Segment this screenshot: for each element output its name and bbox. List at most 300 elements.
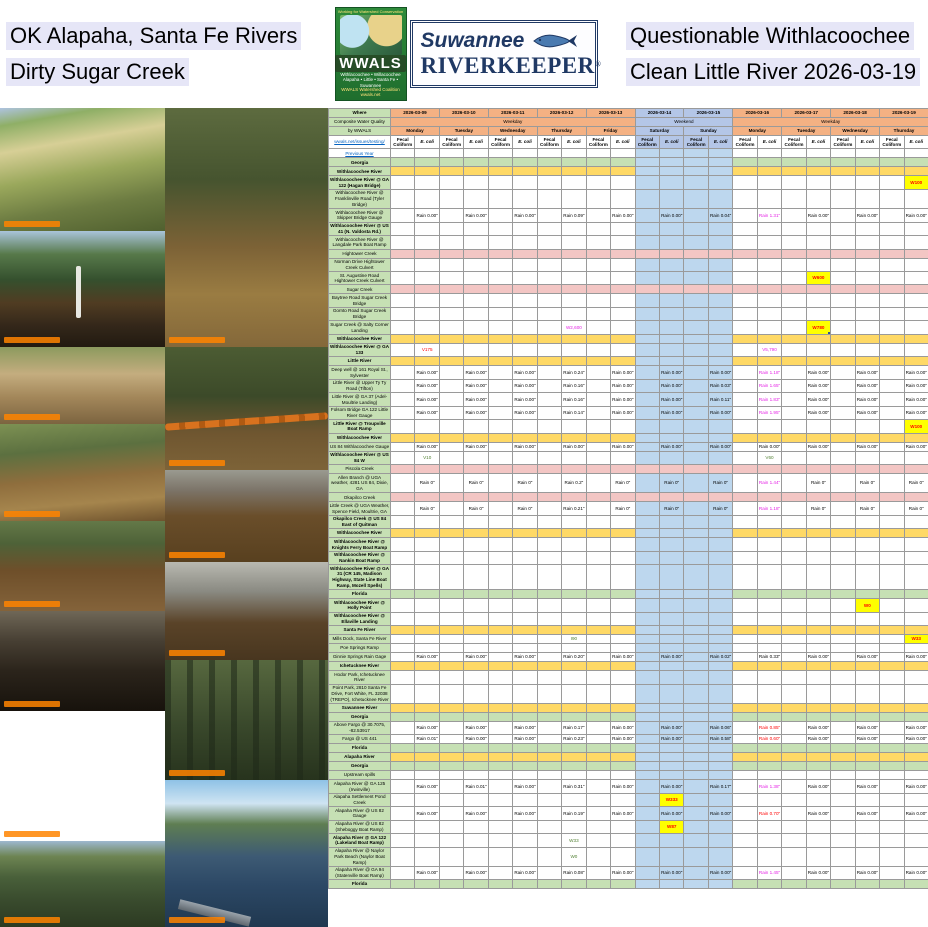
fecal-cell xyxy=(488,635,512,644)
fecal-cell xyxy=(586,565,610,590)
row-label: Little River @ Troupville Boat Ramp xyxy=(329,420,391,433)
ecoli-cell xyxy=(855,565,879,590)
ecoli-cell xyxy=(464,626,488,635)
ecoli-cell xyxy=(415,493,439,502)
ecoli-cell xyxy=(904,684,928,703)
ecoli-cell xyxy=(708,158,732,167)
fecal-cell xyxy=(439,249,463,258)
fecal-cell xyxy=(439,880,463,889)
table-row xyxy=(329,451,928,464)
ecoli-cell: Rain 0" xyxy=(611,474,635,493)
fecal-cell xyxy=(391,493,415,502)
ecoli-cell xyxy=(806,662,830,671)
fecal-cell xyxy=(733,820,757,833)
fecal-cell xyxy=(733,442,757,451)
fecal-cell xyxy=(831,272,855,285)
ecoli-cell xyxy=(611,771,635,780)
ecoli-cell xyxy=(757,189,781,208)
table-row xyxy=(329,502,928,515)
photo-cypress-swamp xyxy=(165,660,328,780)
fecal-cell xyxy=(488,712,512,721)
ecoli-cell: Rain 0.00" xyxy=(611,209,635,222)
fecal-cell xyxy=(782,442,806,451)
fecal-cell xyxy=(537,744,561,753)
fecal-cell xyxy=(880,635,904,644)
ecoli-cell xyxy=(513,176,537,189)
table-row xyxy=(329,635,928,644)
fecal-cell xyxy=(782,721,806,734)
fecal-cell xyxy=(391,866,415,879)
ecoli-cell xyxy=(806,538,830,551)
ecoli-cell xyxy=(806,334,830,343)
row-label: Santa Fe River xyxy=(329,626,391,635)
ecoli-header: E. coli xyxy=(513,136,537,149)
fecal-cell xyxy=(439,285,463,294)
ecoli-cell xyxy=(513,451,537,464)
ecoli-cell: Rain 0.00" xyxy=(415,442,439,451)
row-label: Withlacoochee River @ Nankin Boat Ramp xyxy=(329,551,391,564)
table-row xyxy=(329,653,928,662)
fecal-cell xyxy=(782,834,806,847)
row-label[interactable]: Previous Year xyxy=(329,149,391,158)
fecal-cell xyxy=(684,209,708,222)
fecal-cell xyxy=(635,222,659,235)
ecoli-cell: Rain 0.85" xyxy=(757,721,781,734)
fecal-cell xyxy=(635,671,659,684)
fecal-cell xyxy=(733,502,757,515)
photo-caption xyxy=(4,414,60,420)
ecoli-cell xyxy=(415,684,439,703)
fecal-cell xyxy=(782,493,806,502)
ecoli-cell: Rain 0" xyxy=(513,474,537,493)
ecoli-cell: Rain 0.00" xyxy=(904,780,928,793)
corner-composite: Composite Water Quality xyxy=(329,118,391,127)
ecoli-cell: Rain 0.00" xyxy=(513,209,537,222)
ecoli-cell xyxy=(855,258,879,271)
fecal-cell xyxy=(635,334,659,343)
fecal-cell xyxy=(439,744,463,753)
ecoli-cell xyxy=(464,272,488,285)
ecoli-cell xyxy=(659,258,683,271)
fecal-cell xyxy=(439,502,463,515)
table-row xyxy=(329,753,928,762)
ecoli-header: E. coli xyxy=(464,136,488,149)
row-label: Little Creek @ UGA Weather, Spence Field, Moultrie, GA xyxy=(329,502,390,514)
ecoli-cell xyxy=(611,590,635,599)
fecal-cell xyxy=(488,703,512,712)
ecoli-cell: Rain 0.00" xyxy=(464,442,488,451)
fecal-cell xyxy=(586,236,610,249)
ecoli-cell: Rain 0.21" xyxy=(562,502,586,515)
fecal-cell xyxy=(439,599,463,612)
ecoli-cell xyxy=(659,515,683,528)
fecal-cell xyxy=(831,357,855,366)
ecoli-cell xyxy=(513,834,537,847)
weekday-header: Friday xyxy=(586,127,635,136)
ecoli-cell: Rain 0.00" xyxy=(659,721,683,734)
ecoli-cell xyxy=(415,285,439,294)
photo-river-gauge xyxy=(0,231,165,347)
table-row xyxy=(329,158,928,167)
fecal-cell xyxy=(488,393,512,406)
fecal-cell xyxy=(586,209,610,222)
fecal-cell xyxy=(391,671,415,684)
fecal-cell xyxy=(488,793,512,806)
ecoli-cell xyxy=(415,671,439,684)
ecoli-cell: Rain 0.00" xyxy=(855,807,879,820)
fecal-cell xyxy=(391,820,415,833)
fecal-cell xyxy=(684,626,708,635)
row-label: Withlacoochee River xyxy=(329,334,391,343)
fecal-cell xyxy=(880,653,904,662)
table-row xyxy=(329,294,928,307)
ecoli-cell xyxy=(562,294,586,307)
fecal-cell xyxy=(439,451,463,464)
table-row xyxy=(329,820,928,833)
ecoli-cell xyxy=(464,599,488,612)
ecoli-cell xyxy=(904,590,928,599)
ecoli-cell xyxy=(708,343,732,356)
fecal-cell xyxy=(880,721,904,734)
registered-mark: ® xyxy=(594,59,602,69)
fecal-cell xyxy=(733,167,757,176)
ecoli-cell xyxy=(806,612,830,625)
ecoli-cell xyxy=(611,285,635,294)
ecoli-cell xyxy=(513,626,537,635)
fecal-cell xyxy=(537,735,561,744)
photo-grassy-trail xyxy=(0,108,165,231)
ecoli-cell xyxy=(757,465,781,474)
table-row xyxy=(329,236,928,249)
fecal-cell xyxy=(782,538,806,551)
ecoli-cell xyxy=(513,167,537,176)
ecoli-cell xyxy=(659,744,683,753)
ecoli-cell: Rain 0.00" xyxy=(464,721,488,734)
photo-caption xyxy=(4,337,60,343)
ecoli-cell xyxy=(904,565,928,590)
table-row xyxy=(329,474,928,493)
ecoli-cell xyxy=(611,189,635,208)
fecal-cell xyxy=(439,834,463,847)
fecal-cell xyxy=(391,366,415,379)
fecal-cell xyxy=(439,272,463,285)
row-label: Norman Drive Hightower Creek Culvert xyxy=(329,258,391,271)
fecal-cell xyxy=(537,529,561,538)
ecoli-cell xyxy=(904,285,928,294)
fecal-cell xyxy=(635,474,659,493)
fecal-cell xyxy=(488,653,512,662)
fecal-cell xyxy=(537,721,561,734)
fecal-cell xyxy=(439,653,463,662)
ecoli-cell xyxy=(562,176,586,189)
ecoli-cell: Rain 0.00" xyxy=(464,735,488,744)
fecal-cell xyxy=(733,334,757,343)
ecoli-cell: Rain 0.00" xyxy=(464,807,488,820)
ecoli-cell xyxy=(464,565,488,590)
ecoli-cell xyxy=(611,258,635,271)
ecoli-cell xyxy=(757,834,781,847)
fecal-cell xyxy=(684,307,708,320)
fecal-cell xyxy=(586,880,610,889)
ecoli-cell xyxy=(659,167,683,176)
ecoli-cell xyxy=(611,753,635,762)
fecal-cell xyxy=(391,662,415,671)
fecal-cell xyxy=(439,167,463,176)
ecoli-cell: Rain 0" xyxy=(611,502,635,515)
ecoli-cell xyxy=(464,762,488,771)
fecal-cell xyxy=(635,721,659,734)
fecal-cell xyxy=(537,294,561,307)
ecoli-cell xyxy=(611,834,635,847)
ecoli-cell xyxy=(513,671,537,684)
ecoli-cell: Rain 0.00" xyxy=(855,653,879,662)
fecal-cell xyxy=(439,780,463,793)
ecoli-cell: Rain 0.00" xyxy=(611,393,635,406)
photo-caption xyxy=(169,337,225,343)
fecal-cell xyxy=(782,712,806,721)
ecoli-cell xyxy=(415,703,439,712)
ecoli-cell: Rain 0.00" xyxy=(806,780,830,793)
ecoli-cell xyxy=(464,703,488,712)
fecal-cell xyxy=(880,515,904,528)
ecoli-cell xyxy=(611,712,635,721)
ecoli-cell: Rain 0.00" xyxy=(611,406,635,419)
fecal-cell xyxy=(831,189,855,208)
fecal-cell xyxy=(488,834,512,847)
ecoli-cell xyxy=(659,762,683,771)
table-row xyxy=(329,662,928,671)
fecal-cell xyxy=(831,529,855,538)
ecoli-cell xyxy=(757,662,781,671)
ecoli-cell: Rain 0.00" xyxy=(708,406,732,419)
ecoli-cell xyxy=(757,847,781,866)
fecal-cell xyxy=(782,684,806,703)
ecoli-cell xyxy=(464,167,488,176)
fecal-cell xyxy=(880,590,904,599)
fecal-cell xyxy=(488,285,512,294)
ecoli-cell xyxy=(464,529,488,538)
fecal-cell xyxy=(537,167,561,176)
fecal-cell xyxy=(439,343,463,356)
fecal-cell xyxy=(684,565,708,590)
ecoli-cell xyxy=(562,420,586,433)
fecal-cell xyxy=(880,551,904,564)
fecal-cell xyxy=(733,671,757,684)
ecoli-cell xyxy=(659,222,683,235)
table-row xyxy=(329,671,928,684)
ecoli-cell xyxy=(659,334,683,343)
row-label: Withlacoochee River @ GA 31 (CR 145, Madison Highway, State Line Boat Ramp, Mozell Spells) xyxy=(329,565,390,588)
fecal-cell xyxy=(831,465,855,474)
fecal-cell xyxy=(880,307,904,320)
ecoli-cell xyxy=(708,762,732,771)
ecoli-header: E. coli xyxy=(611,136,635,149)
fecal-cell xyxy=(831,847,855,866)
fecal-cell xyxy=(880,753,904,762)
fecal-cell xyxy=(586,721,610,734)
ecoli-cell xyxy=(562,343,586,356)
fecal-cell xyxy=(635,158,659,167)
ecoli-cell xyxy=(513,847,537,866)
fecal-cell xyxy=(684,712,708,721)
fecal-cell xyxy=(537,433,561,442)
ecoli-cell xyxy=(659,847,683,866)
fecal-cell xyxy=(880,158,904,167)
ecoli-cell xyxy=(757,357,781,366)
row-label: St. Augustine Road Hightower Creek Culvert xyxy=(329,272,391,285)
fecal-cell xyxy=(488,753,512,762)
ecoli-cell: Rain 0" xyxy=(855,474,879,493)
fecal-cell xyxy=(537,820,561,833)
ecoli-cell xyxy=(464,158,488,167)
ecoli-header: E. coli xyxy=(415,136,439,149)
ecoli-cell xyxy=(806,420,830,433)
fecal-cell xyxy=(684,502,708,515)
ecoli-cell: I90 xyxy=(562,635,586,644)
ecoli-cell: Rain 0.00" xyxy=(415,866,439,879)
ecoli-cell: Rain 1.31" xyxy=(757,209,781,222)
fecal-coliform-header: Fecal Coliform xyxy=(733,136,757,149)
fecal-cell xyxy=(880,565,904,590)
fecal-cell xyxy=(684,465,708,474)
photo-caption xyxy=(169,552,225,558)
fecal-cell xyxy=(439,793,463,806)
ecoli-cell xyxy=(659,565,683,590)
ecoli-cell xyxy=(611,762,635,771)
ecoli-cell: Rain 0.00" xyxy=(855,442,879,451)
fecal-cell xyxy=(488,493,512,502)
fecal-cell xyxy=(586,258,610,271)
ecoli-cell xyxy=(659,703,683,712)
fecal-cell xyxy=(782,662,806,671)
table-row xyxy=(329,626,928,635)
ecoli-cell: Rain 0.70" xyxy=(757,807,781,820)
ecoli-cell xyxy=(904,334,928,343)
ecoli-cell xyxy=(757,294,781,307)
wq-table xyxy=(328,108,928,889)
table-row xyxy=(329,644,928,653)
fecal-cell xyxy=(635,502,659,515)
fecal-cell xyxy=(831,735,855,744)
ecoli-cell xyxy=(757,599,781,612)
row-label: Folsom Bridge GA 122 Little River Gauge xyxy=(329,406,391,419)
ecoli-cell xyxy=(806,451,830,464)
fecal-cell xyxy=(684,703,708,712)
ecoli-cell: Rain 0.00" xyxy=(904,653,928,662)
fecal-cell xyxy=(684,379,708,392)
ecoli-cell: Rain 0.2" xyxy=(562,474,586,493)
ecoli-cell xyxy=(806,771,830,780)
title-line-3: Questionable Withlacoochee xyxy=(626,22,914,50)
ecoli-cell xyxy=(464,321,488,334)
fecal-cell xyxy=(488,612,512,625)
ecoli-cell xyxy=(806,149,830,158)
ecoli-cell xyxy=(611,551,635,564)
ecoli-cell xyxy=(464,662,488,671)
ecoli-cell xyxy=(806,236,830,249)
ecoli-cell xyxy=(904,703,928,712)
fecal-cell xyxy=(635,272,659,285)
fecal-cell xyxy=(488,684,512,703)
fecal-cell xyxy=(391,712,415,721)
fecal-cell xyxy=(684,684,708,703)
ecoli-cell xyxy=(659,834,683,847)
fecal-cell xyxy=(831,249,855,258)
fecal-cell xyxy=(831,538,855,551)
fecal-cell xyxy=(439,209,463,222)
fecal-cell xyxy=(586,433,610,442)
weekday-header: Wednesday xyxy=(831,127,880,136)
ecoli-cell xyxy=(562,158,586,167)
ecoli-cell xyxy=(464,880,488,889)
fecal-cell xyxy=(635,167,659,176)
fecal-cell xyxy=(586,366,610,379)
fecal-cell xyxy=(635,753,659,762)
testing-link[interactable]: wwals.net/issues/testing/ xyxy=(329,136,391,149)
corner-by-wwals: by WWALS xyxy=(329,127,391,136)
fecal-cell xyxy=(782,744,806,753)
ecoli-cell xyxy=(513,343,537,356)
ecoli-cell xyxy=(659,465,683,474)
fecal-cell xyxy=(488,249,512,258)
table-row xyxy=(329,343,928,356)
fecal-cell xyxy=(831,671,855,684)
ecoli-cell: Rain 0.00" xyxy=(562,442,586,451)
ecoli-cell xyxy=(415,793,439,806)
fecal-cell xyxy=(586,834,610,847)
ecoli-cell xyxy=(464,644,488,653)
ecoli-cell: Rain 0.17" xyxy=(708,780,732,793)
fecal-cell xyxy=(831,442,855,451)
ecoli-cell xyxy=(708,635,732,644)
fecal-cell xyxy=(880,420,904,433)
ecoli-cell xyxy=(611,671,635,684)
ecoli-cell xyxy=(464,343,488,356)
fecal-cell xyxy=(782,880,806,889)
ecoli-cell xyxy=(562,793,586,806)
ecoli-cell xyxy=(904,753,928,762)
fecal-cell xyxy=(831,721,855,734)
fecal-cell xyxy=(782,393,806,406)
ecoli-cell xyxy=(415,433,439,442)
ecoli-cell xyxy=(415,612,439,625)
fecal-cell xyxy=(586,420,610,433)
fecal-cell xyxy=(439,735,463,744)
fecal-cell xyxy=(684,735,708,744)
fecal-cell xyxy=(537,334,561,343)
fecal-cell xyxy=(537,762,561,771)
date-header: 2026-03-15 xyxy=(684,109,733,118)
water-quality-table-wrap xyxy=(328,108,928,927)
photo-column-right xyxy=(165,108,328,927)
ecoli-cell xyxy=(708,684,732,703)
ecoli-cell xyxy=(806,307,830,320)
fecal-cell xyxy=(391,565,415,590)
fecal-cell xyxy=(733,834,757,847)
fecal-cell xyxy=(537,771,561,780)
fecal-cell xyxy=(537,357,561,366)
ecoli-cell: Rain 0.00" xyxy=(611,379,635,392)
table-row xyxy=(329,393,928,406)
ecoli-cell xyxy=(855,272,879,285)
fecal-cell xyxy=(488,880,512,889)
ecoli-cell xyxy=(464,149,488,158)
ecoli-cell xyxy=(659,612,683,625)
fecal-cell xyxy=(831,158,855,167)
wwals-logo-coalition: WWALS Watershed Coalition wwals.net xyxy=(341,87,400,98)
fecal-cell xyxy=(635,366,659,379)
fecal-cell xyxy=(880,712,904,721)
